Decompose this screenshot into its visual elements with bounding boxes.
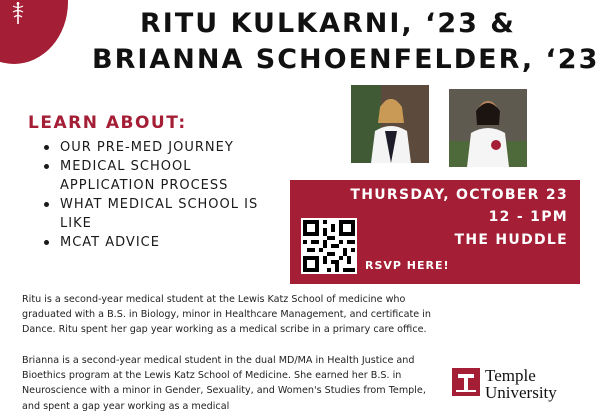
headline-line-1: RITU KULKARNI, ‘23 &	[140, 8, 516, 39]
caduceus-icon	[10, 2, 26, 24]
list-item: OUR PRE-MED JOURNEY	[44, 138, 284, 157]
bio-brianna: Brianna is a second-year medical student in the dual MD/MA in Health Justice and Bioethics program at the Lewis Katz School of Medicine. She earned her B.S. in Neuroscience with a minor in Gender, Sexuality, and Women's Studies from Temple, and spent a gap year working as a medical	[22, 355, 426, 412]
list-item: MCAT ADVICE	[44, 233, 284, 252]
list-item: MEDICAL SCHOOL APPLICATION PROCESS	[44, 157, 284, 195]
corner-badge	[0, 0, 68, 64]
list-item: WHAT MEDICAL SCHOOL IS LIKE	[44, 195, 284, 233]
speaker-photo-ritu	[351, 85, 429, 163]
event-venue: THE HUDDLE	[454, 232, 568, 248]
learn-about-heading: LEARN ABOUT:	[28, 113, 187, 133]
temple-t-icon	[452, 368, 480, 396]
qr-code-icon[interactable]	[301, 218, 357, 274]
topic-list	[44, 138, 284, 252]
event-time: 12 - 1PM	[488, 209, 568, 225]
speaker-photo-brianna	[449, 89, 527, 167]
logo-text-university: University	[485, 383, 557, 402]
bio-ritu: Ritu is a second-year medical student at the Lewis Katz School of medicine who graduated with a B.S. in Biology, minor in Healthcare Management, and certificate in Dance. Ritu spent her gap year working as a medical scribe in a primary care office.	[22, 294, 431, 336]
logo-text-temple: Temple	[485, 366, 536, 385]
temple-university-logo	[452, 364, 592, 400]
headline-line-2: BRIANNA SCHOENFELDER, ‘23	[92, 44, 600, 75]
event-details-box	[290, 180, 580, 284]
event-date: THURSDAY, OCTOBER 23	[350, 187, 568, 203]
rsvp-link[interactable]: RSVP HERE!	[365, 259, 450, 272]
